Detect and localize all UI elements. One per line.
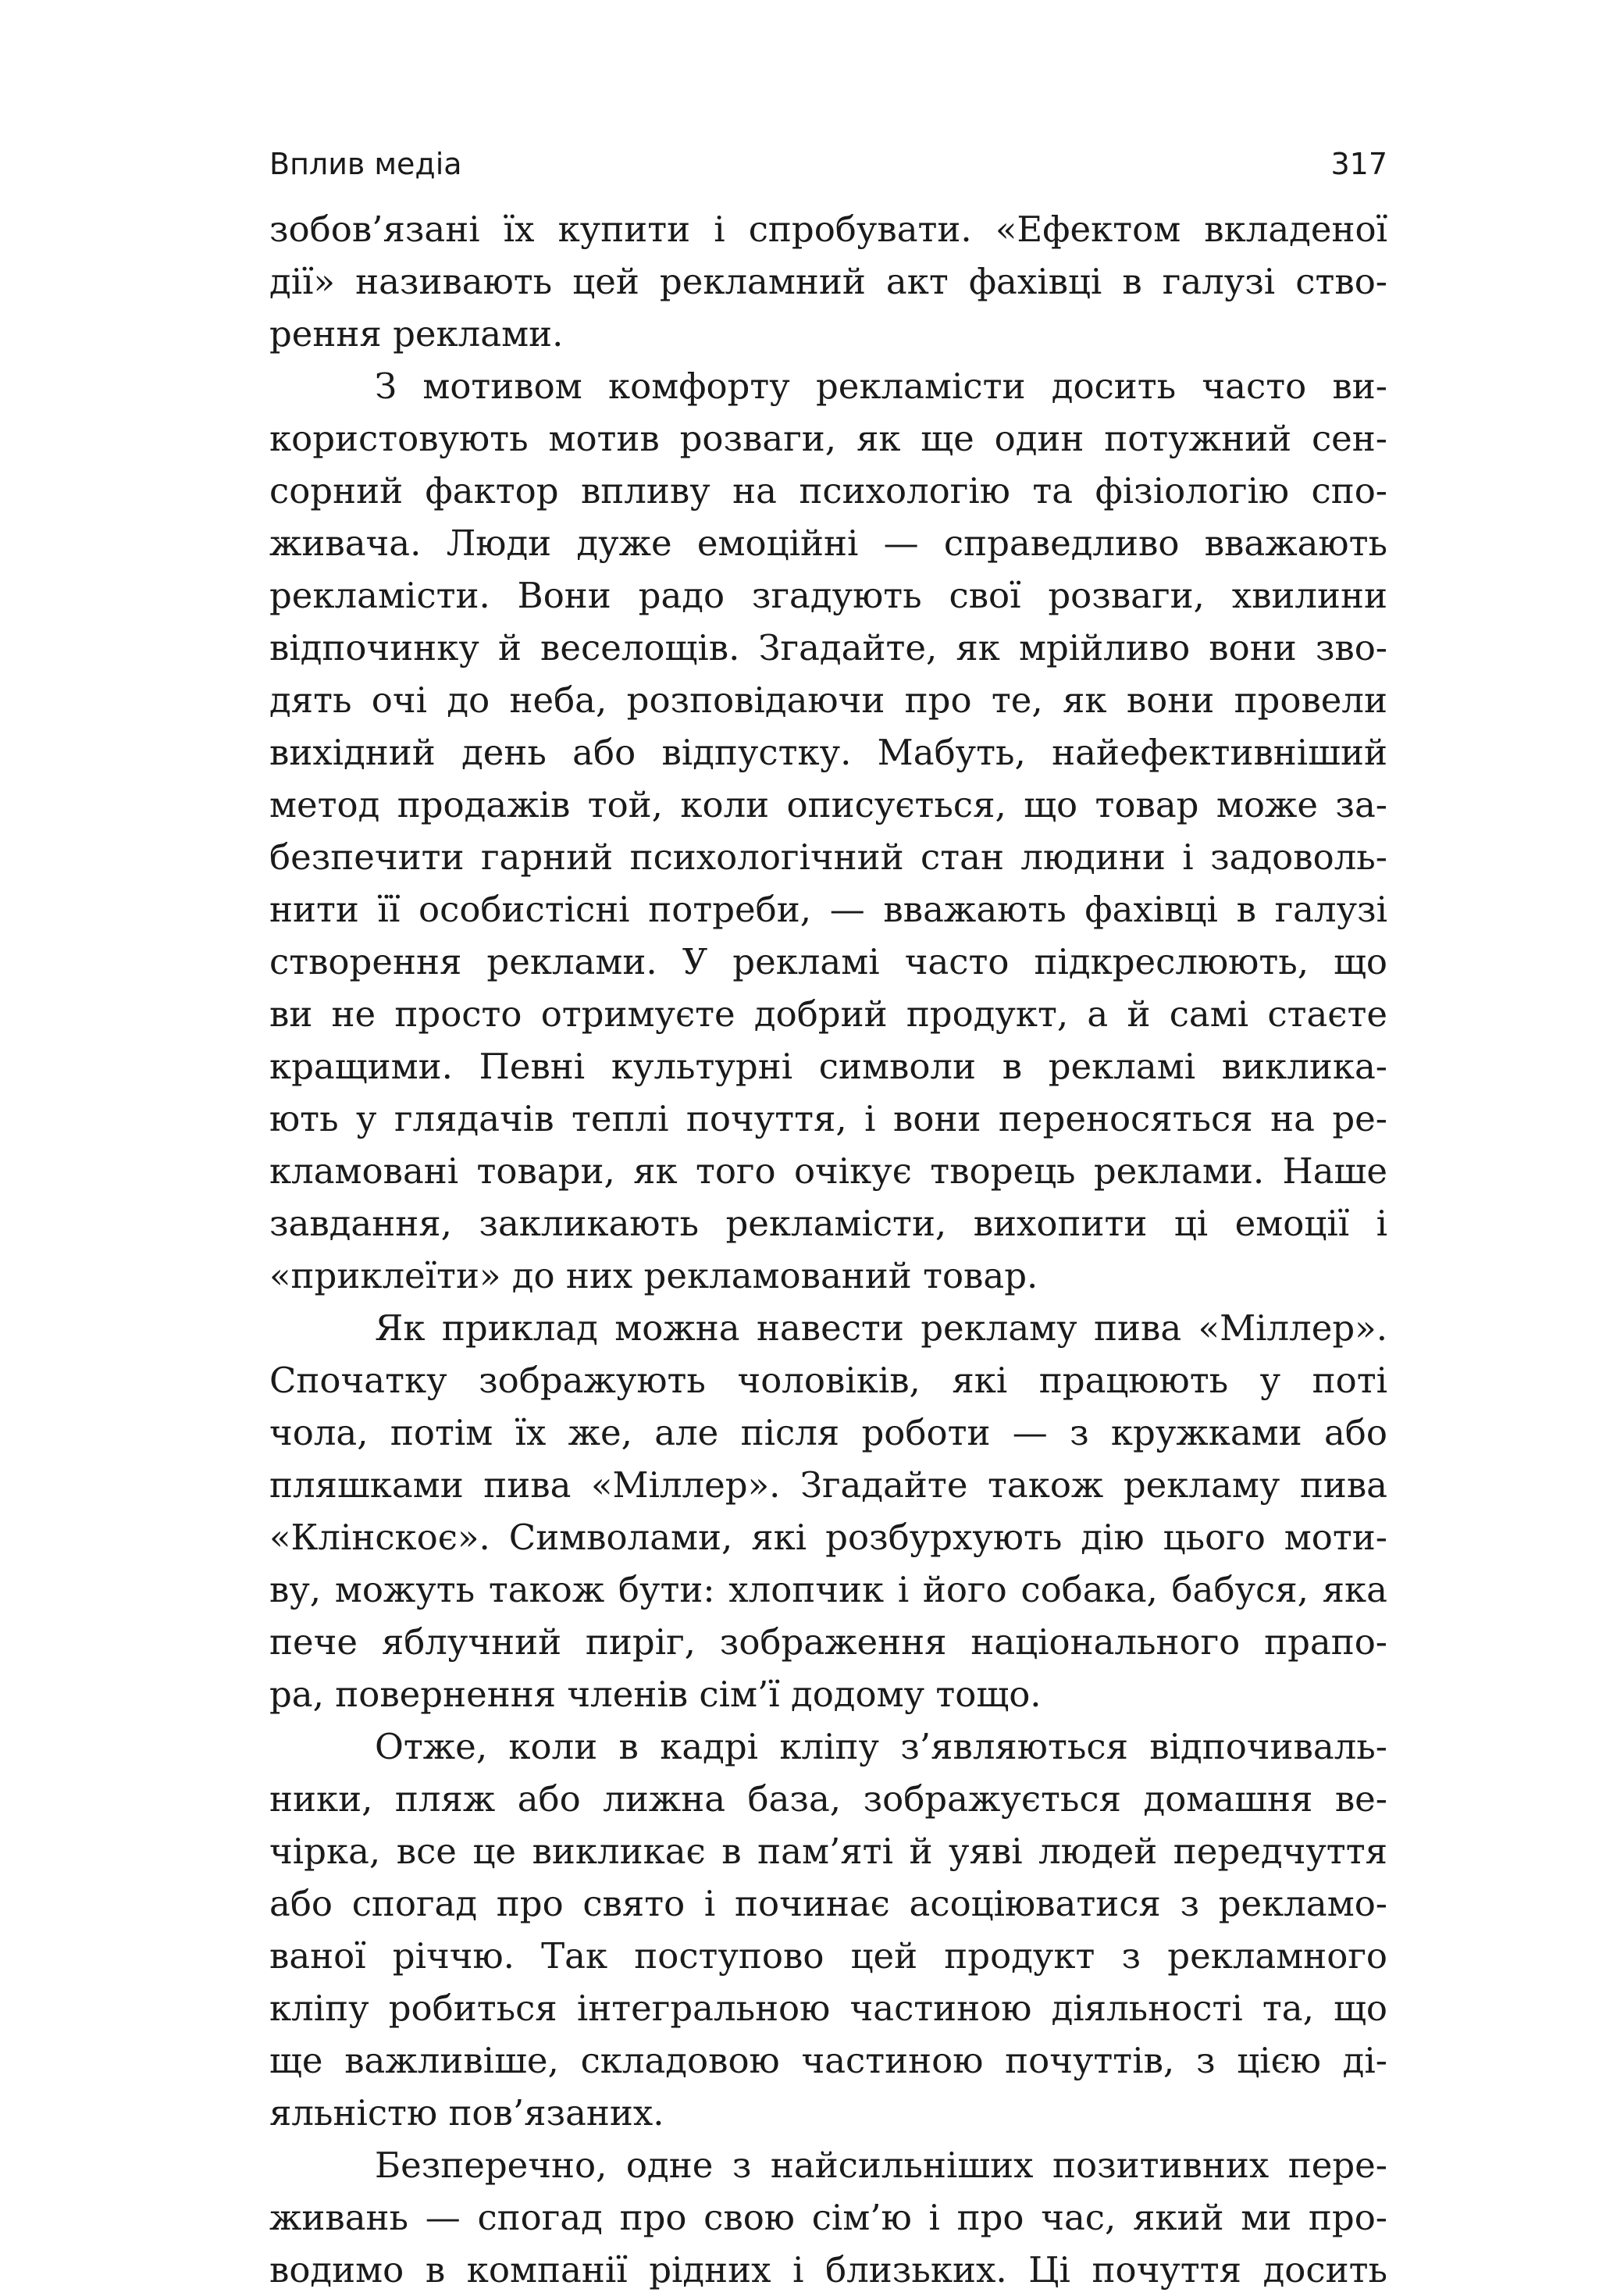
text-line: ваної річчю. Так поступово цей продукт з рекламного — [269, 1935, 1387, 1977]
text-line: Безперечно, одне з найсильніших позитивних пере- — [375, 2144, 1387, 2186]
text-line: пече яблучний пиріг, зображення національного прапо- — [269, 1621, 1387, 1663]
text-line: метод продажів той, коли описується, що товар може за- — [269, 784, 1387, 825]
text-line: сорний фактор впливу на психологію та фізіологію спо- — [269, 470, 1387, 512]
text-line: яльністю пов’язаних. — [269, 2092, 664, 2134]
text-line: вихідний день або відпустку. Мабуть, найефективніший — [269, 732, 1387, 773]
text-line: живача. Люди дуже емоційні — справедливо вважають — [269, 522, 1387, 564]
body-text — [269, 203, 1387, 2296]
paragraph — [269, 1302, 1387, 1720]
text-line: «приклеїти» до них рекламований товар. — [269, 1255, 1038, 1296]
text-line: дять очі до неба, розповідаючи про те, як вони провели — [269, 679, 1387, 721]
text-line: Як приклад можна навести рекламу пива «Міллер». — [375, 1307, 1387, 1349]
paragraph — [269, 2139, 1387, 2296]
text-line: кліпу робиться інтегральною частиною діяльності та, що — [269, 1988, 1387, 2029]
text-line: нити її особистісні потреби, — вважають фахівці в галузі — [269, 889, 1387, 930]
running-title: Вплив медіа — [269, 147, 462, 181]
paragraph — [269, 203, 1387, 360]
text-line: зобов’язані їх купити і спробувати. «Ефектом вкладеної — [269, 209, 1387, 250]
text-line: «Клінскоє». Символами, які розбурхують дію цього моти- — [269, 1517, 1387, 1558]
text-line: ви не просто отримуєте добрий продукт, а й самі стаєте — [269, 993, 1387, 1035]
text-line: ще важливіше, складовою частиною почуттів, з цією ді- — [269, 2040, 1387, 2081]
text-line: чола, потім їх же, але після роботи — з кружками або — [269, 1412, 1387, 1453]
text-line: рення реклами. — [269, 313, 564, 355]
text-line: кламовані товари, як того очікує творець реклами. Наше — [269, 1150, 1387, 1192]
text-line: ники, пляж або лижна база, зображується домашня ве- — [269, 1778, 1387, 1820]
text-line: ву, можуть також бути: хлопчик і його собака, бабуся, яка — [269, 1569, 1387, 1610]
text-line: або спогад про свято і починає асоціюватися з рекламо- — [269, 1883, 1387, 1924]
text-line: дії» називають цей рекламний акт фахівці в галузі ство- — [269, 261, 1387, 302]
text-line: пляшками пива «Міллер». Згадайте також рекламу пива — [269, 1464, 1387, 1506]
text-line: Спочатку зображують чоловіків, які працюють у поті — [269, 1360, 1387, 1401]
text-line: безпечити гарний психологічний стан людини і задоволь- — [269, 836, 1387, 878]
text-line: Отже, коли в кадрі кліпу з’являються відпочиваль- — [375, 1726, 1387, 1767]
text-line: чірка, все це викликає в пам’яті й уяві людей передчуття — [269, 1831, 1387, 1872]
text-line: З мотивом комфорту рекламісти досить часто ви- — [375, 365, 1387, 407]
text-line: живань — спогад про свою сім’ю і про час, який ми про- — [269, 2197, 1387, 2238]
text-line: користовують мотив розваги, як ще один потужний сен- — [269, 418, 1387, 459]
text-line: водимо в компанії рідних і близьких. Ці почуття досить — [269, 2249, 1387, 2291]
text-line: створення реклами. У рекламі часто підкреслюють, що — [269, 941, 1387, 982]
text-line: завдання, закликають рекламісти, вихопити ці емоції і — [269, 1203, 1387, 1244]
text-line: відпочинку й веселощів. Згадайте, як мрійливо вони зво- — [269, 627, 1387, 668]
paragraph — [269, 360, 1387, 1302]
paragraph — [269, 1720, 1387, 2139]
text-line: ють у глядачів теплі почуття, і вони переносяться на ре- — [269, 1098, 1387, 1139]
page-number: 317 — [1330, 147, 1387, 181]
text-line: кращими. Певні культурні символи в рекламі виклика- — [269, 1046, 1387, 1087]
text-line: ра, повернення членів сім’ї додому тощо. — [269, 1674, 1042, 1715]
running-head — [269, 141, 1387, 187]
text-line: рекламісти. Вони радо згадують свої розваги, хвилини — [269, 575, 1387, 616]
